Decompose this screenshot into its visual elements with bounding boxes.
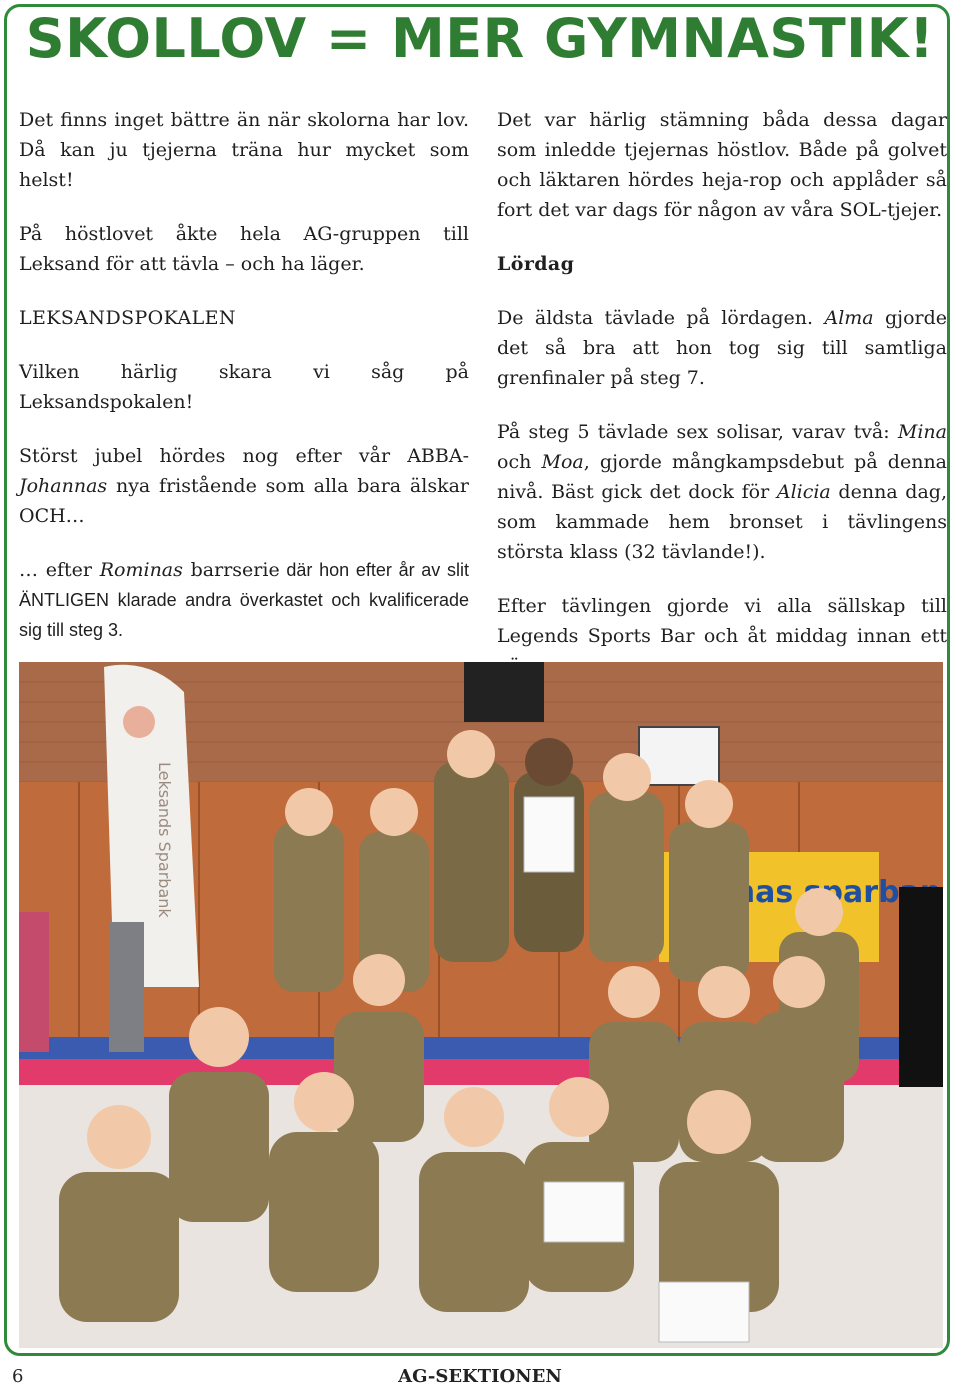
text-run: gjorde det så bra att hon tog sig till samtliga grenfinaler på steg 7. xyxy=(497,307,947,389)
trip-paragraph: På höstlovet åkte hela AG-gruppen till Leksand för att tävla – och ha läger. xyxy=(19,223,469,275)
right-column xyxy=(497,105,947,705)
johanna-paragraph xyxy=(19,441,469,531)
loudspeaker xyxy=(464,662,544,722)
left-column xyxy=(19,105,469,669)
footer-section-name: AG-SEKTIONEN xyxy=(398,1366,562,1387)
atmosphere-paragraph: Det var härlig stämning båda dessa dagar som inledde tjejernas höstlov. Både på golvet och läktaren hördes heja-rop och applåder så fort det var dags för någon av våra SOL-tjejer. xyxy=(497,109,947,221)
text-run: … efter xyxy=(19,559,100,581)
spectator xyxy=(19,912,49,1052)
banner-logo xyxy=(123,706,155,738)
legends-paragraph: Efter tävlingen gjorde vi alla sällskap till Legends Sports Bar och åt middag innan ett xyxy=(497,595,947,647)
text-run: och xyxy=(497,451,542,473)
name-mina: Mina xyxy=(897,421,947,443)
text-run: De äldsta tävlade på lördagen. xyxy=(497,307,825,329)
diploma xyxy=(659,1282,749,1342)
page-number: 6 xyxy=(12,1366,24,1387)
intro-paragraph: Det finns inget bättre än när skolorna har lov. Då kan ju tjejerna träna hur mycket som helst! xyxy=(19,109,469,191)
name-alma: Alma xyxy=(824,307,874,329)
name-johanna: Johannas xyxy=(19,475,108,497)
diploma xyxy=(524,797,574,872)
text-run: nya fristående som alla bara älskar OCH… xyxy=(19,475,469,527)
alma-paragraph xyxy=(497,303,947,393)
name-moa: Moa xyxy=(541,451,584,473)
romina-paragraph xyxy=(19,555,469,645)
text-run: Störst jubel hördes nog efter vår ABBA- xyxy=(19,445,469,467)
step5-paragraph xyxy=(497,417,947,567)
name-romina: Rominas xyxy=(99,559,183,581)
sign-text: rnas sparba xyxy=(719,875,920,910)
team-photo-illustration xyxy=(19,662,943,1348)
diploma xyxy=(544,1182,624,1242)
section-heading-leksandspokalen: LEKSANDSPOKALEN xyxy=(19,307,236,329)
text-run: På steg 5 tävlade sex solisar, varav två: xyxy=(497,421,898,443)
text-run-sans: där hon efter år av slit ÄNTLIGEN klarade andra överkastet och kvalificerade sig till steg 3. xyxy=(19,560,469,640)
spectator xyxy=(899,887,943,1087)
name-alicia: Alicia xyxy=(776,481,831,503)
spectator xyxy=(109,922,144,1052)
team-photo xyxy=(19,662,943,1348)
text-run: denna dag, som kammade hem bronset i tävlingens största klass (32 tävlande!). xyxy=(497,481,947,563)
text-run: , gjorde mångkampsdebut på denna nivå. Bäst gick det dock för xyxy=(497,451,948,503)
page-title: SKOLLOV = MER GYMNASTIK! xyxy=(25,7,935,70)
banner-text: Leksands Sparbank xyxy=(155,762,174,918)
basketball-board xyxy=(639,727,719,785)
section-heading-lordag: Lördag xyxy=(497,253,575,275)
text-run: barrserie xyxy=(182,559,280,581)
leksand-paragraph: Vilken härlig skara vi såg på Leksandspokalen! xyxy=(19,361,469,413)
